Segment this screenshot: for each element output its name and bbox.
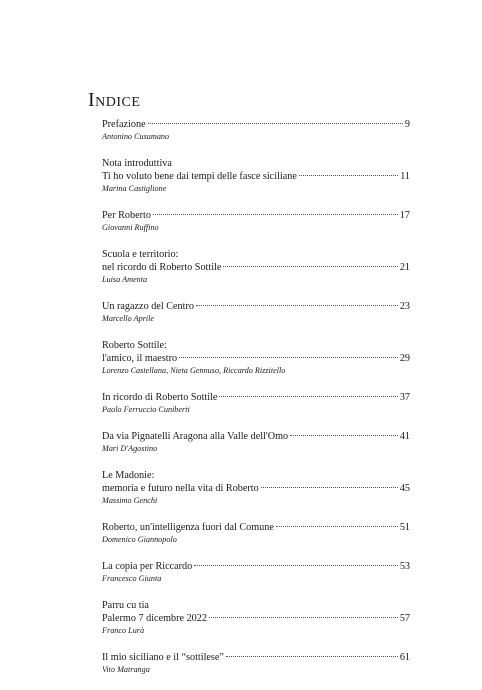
toc-entry-author: Antonino Cusumano [102,132,170,141]
toc-entry-page-number: 61 [399,652,410,663]
toc-entry [102,599,410,636]
toc-entry-title: memoria e futuro nella vita di Roberto [102,483,259,494]
toc-entry-title: La copia per Riccardo [102,561,193,572]
toc-entry-title: Il mio siciliano e il “sottilese” [102,652,224,663]
toc-entry-page-number: 53 [399,561,410,572]
toc-entry-heading: Nota introduttiva [102,158,172,169]
toc-entry-page-number: 9 [404,119,410,130]
toc-entry [102,560,410,584]
dot-leader [153,214,398,215]
dot-leader [276,526,398,527]
toc-entry [102,430,410,454]
toc-entry-page-number: 41 [399,431,410,442]
toc-entry-author: Luisa Amenta [102,275,148,284]
toc-entry-page-number: 11 [400,171,410,182]
toc-entry-title: l'amico, il maestro [102,353,178,364]
toc-entry-heading: Parru cu tia [102,600,149,611]
toc-entry-title-line [102,612,410,625]
toc-entry-page-number: 23 [399,301,410,312]
toc-entry-title: Da via Pignatelli Aragona alla Valle dell'Omo [102,431,289,442]
dot-leader [209,617,398,618]
dot-leader [290,435,398,436]
toc-entry-title-line [102,560,410,573]
toc-entry-heading: Roberto Sottile: [102,340,167,351]
toc-entry-page-number: 37 [399,392,410,403]
toc-entry-title-line [102,118,410,131]
toc-entry-page-number: 51 [399,522,410,533]
toc-entry [102,157,410,194]
dot-leader [226,656,398,657]
toc-entry-author: Giovanni Ruffino [102,223,159,232]
toc-entry [102,300,410,324]
dot-leader [223,266,397,267]
toc-entry-author: Domenico Giannopolo [102,535,177,544]
toc-entry-title-line [102,651,410,664]
toc-entry-title: nel ricordo di Roberto Sottile [102,262,222,273]
toc-entry-title: Ti ho voluto bene dai tempi delle fasce siciliane [102,171,297,182]
toc-entry-heading: Scuola e territorio: [102,249,179,260]
toc-entry-page-number: 57 [399,613,410,624]
page-title: Indice [88,89,141,111]
toc-entry [102,521,410,545]
toc-entry-author: Marina Castiglione [102,184,167,193]
toc-entry-author: Lorenzo Castellana, Nieta Gennuso, Riccardo Rizzitello [102,366,286,375]
toc-entry-title-line [102,482,410,495]
toc-entry-author: Francesco Giunta [102,574,162,583]
toc-entry-page-number: 45 [399,483,410,494]
toc-entry-title-line [102,430,410,443]
toc-entry [102,339,410,376]
toc-entry [102,248,410,285]
dot-leader [219,396,397,397]
toc-entry [102,391,410,415]
toc-entry-page-number: 21 [399,262,410,273]
toc-entry-title: Per Roberto [102,210,151,221]
toc-entry-title-line [102,209,410,222]
toc-entry-title-line [102,300,410,313]
toc-entry [102,469,410,506]
toc-entry-author: Franco Lurà [102,626,145,635]
dot-leader [179,357,398,358]
toc-entry-page-number: 17 [399,210,410,221]
toc-entry-heading: Le Madonie: [102,470,155,481]
dot-leader [148,123,403,124]
toc-entry-page-number: 29 [399,353,410,364]
toc-entry-title-line [102,391,410,404]
dot-leader [196,305,398,306]
toc-entry-author: Mari D'Agostino [102,444,158,453]
table-of-contents [102,118,410,690]
toc-entry-author: Massimo Genchi [102,496,158,505]
toc-entry-title: Prefazione [102,119,146,130]
toc-entry-title-line [102,521,410,534]
toc-entry [102,209,410,233]
toc-entry [102,118,410,142]
dot-leader [261,487,398,488]
toc-entry-title-line [102,170,410,183]
toc-entry-title: Palermo 7 dicembre 2022 [102,613,207,624]
toc-entry-title-line [102,352,410,365]
toc-entry-title: Un ragazzo del Centro [102,301,194,312]
toc-entry-title: In ricordo di Roberto Sottile [102,392,218,403]
toc-entry-title: Roberto, un'intelligenza fuori dal Comune [102,522,274,533]
dot-leader [194,565,398,566]
toc-entry-title-line [102,261,410,274]
toc-entry-author: Paolo Ferruccio Cuniberti [102,405,190,414]
toc-entry-author: Marcello Aprile [102,314,155,323]
toc-entry [102,651,410,675]
toc-entry-author: Vito Matranga [102,665,150,674]
dot-leader [299,175,398,176]
